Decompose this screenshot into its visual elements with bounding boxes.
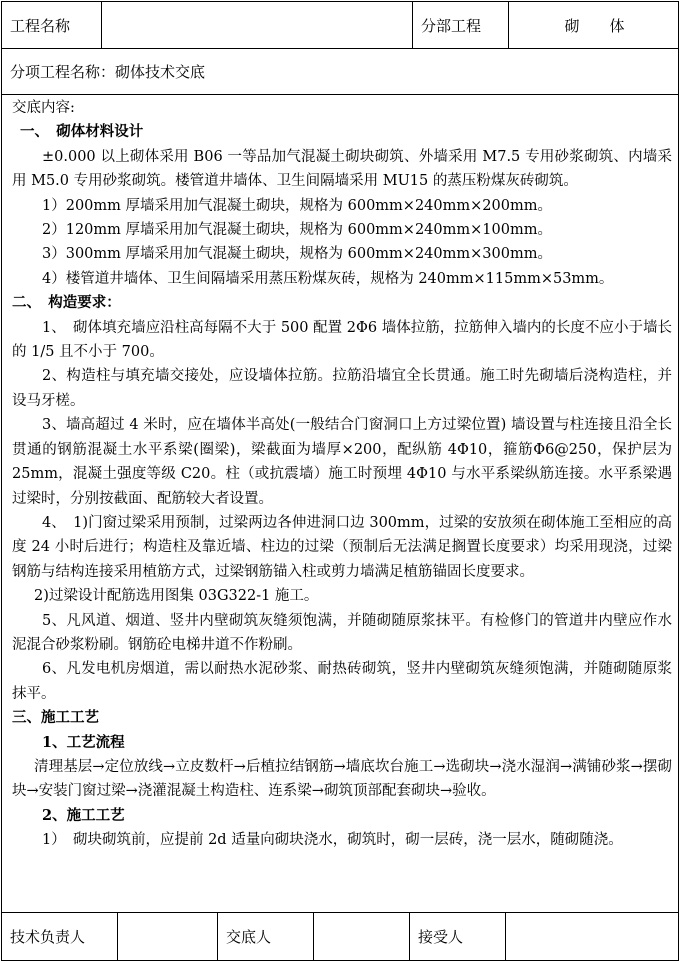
project-name-label: 工程名称	[2, 2, 102, 48]
header-row	[2, 2, 678, 49]
section-1-item-2: 2）120mm 厚墙采用加气混凝土砌块，规格为 600mm×240mm×100mm。	[42, 222, 552, 239]
section-1-item-1: 1）200mm 厚墙采用加气混凝土砌块，规格为 600mm×240mm×200mm。	[42, 197, 552, 214]
section-2-paragraph-4b: 2)过梁设计配筋选用图集 03G322-1 施工。	[34, 588, 319, 605]
disclosure-form	[1, 1, 679, 961]
receiver-signature[interactable]	[506, 913, 680, 960]
section-2-paragraph-2: 2、构造柱与填充墙交接处，应设墙体拉筋。拉筋沿墙宜全长贯通。施工时先砌墙后浇构造柱，并设马牙槎。	[12, 368, 672, 409]
section-3-2-paragraph: 1） 砌块砌筑前，应提前 2d 适量向砌块浇水，砌筑时，砌一层砖，浇一层水，随砌随浇。	[42, 832, 623, 849]
section-1-item-4: 4）楼管道井墙体、卫生间隔墙采用蒸压粉煤灰砖，规格为 240mm×115mm×53mm。	[42, 270, 614, 287]
section-2-paragraph-3: 3、墙高超过 4 米时，应在墙体半高处(一般结合门窗洞口上方过梁位置) 墙设置与柱连接且沿全长贯通的钢筋混凝土水平系梁(圈梁)，梁截面为墙厚×200，配纵筋 4Φ10，箍筋Φ6@250，保护层为 25mm，混凝土强度等级 C20。柱（或抗震墙）施工时预埋 4Φ10 与水平系梁纵筋连接。水平系梁遇过梁时，分别按截面、配筋较大者设置。	[12, 417, 672, 507]
tech-lead-signature[interactable]	[118, 913, 218, 960]
section-1-item-3: 3）300mm 厚墙采用加气混凝土砌块，规格为 600mm×240mm×300mm。	[42, 246, 552, 263]
signature-row	[2, 913, 678, 960]
subitem-name: 分项工程名称：砌体技术交底	[10, 63, 206, 81]
section-3-1-title: 1、工艺流程	[42, 733, 125, 751]
division-label: 分部工程	[413, 2, 509, 48]
discloser-label: 交底人	[218, 913, 314, 960]
section-2-paragraph-5: 5、凡风道、烟道、竖井内壁砌筑灰缝须饱满，并随砌随原浆抹平。有检修门的管道井内壁应作水泥混合砂浆粉刷。钢筋砼电梯井道不作粉刷。	[12, 612, 672, 653]
section-3-1-paragraph: 清理基层→定位放线→立皮数杆→后植拉结钢筋→墙底坎台施工→选砌块→浇水湿润→满铺砂浆→摆砌块→安装门窗过梁→浇灌混凝土构造柱、连系梁→砌筑顶部配套砌块→验收。	[12, 758, 672, 800]
section-3-2-title: 2、施工工艺	[42, 806, 125, 824]
section-2-paragraph-4: 4、 1)门窗过梁采用预制，过梁两边各伸进洞口边 300mm，过梁的安放须在砌体施工至相应的高度 24 小时后进行；构造柱及靠近墙、柱边的过梁（预制后无法满足搁置长度要求）均采用现浇，过梁钢筋与结构连接采用植筋方式，过梁钢筋锚入柱或剪力墙满足植筋锚固长度要求。	[12, 514, 672, 580]
project-name-value[interactable]	[102, 2, 413, 48]
disclosure-content	[2, 95, 678, 913]
section-2-paragraph-1: 1、 砌体填充墙应沿柱高每隔不大于 500 配置 2Φ6 墙体拉筋，拉筋伸入墙内的长度不应小于墙长的 1/5 且不小于 700。	[12, 319, 672, 361]
section-3-title: 三、施工工艺	[12, 709, 99, 727]
section-1-title: 一、 砌体材料设计	[20, 123, 144, 141]
content-intro: 交底内容:	[12, 100, 75, 116]
section-2-title: 二、 构造要求：	[12, 294, 121, 312]
discloser-signature[interactable]	[314, 913, 410, 960]
receiver-label: 接受人	[410, 913, 506, 960]
tech-lead-label: 技术负责人	[2, 913, 118, 960]
subitem-row	[2, 49, 678, 95]
section-1-paragraph: ±0.000 以上砌体采用 B06 一等品加气混凝土砌块砌筑、外墙采用 M7.5 专用砂浆砌筑、内墙采用 M5.0 专用砂浆砌筑。楼管道井墙体、卫生间隔墙采用 MU15 的蒸压粉煤灰砖砌筑。	[12, 148, 672, 190]
section-2-paragraph-6: 6、凡发电机房烟道，需以耐热水泥砂浆、耐热砖砌筑，竖井内壁砌筑灰缝须饱满，并随砌随原浆抹平。	[12, 661, 672, 702]
division-value[interactable]: 砌 体	[564, 16, 625, 35]
